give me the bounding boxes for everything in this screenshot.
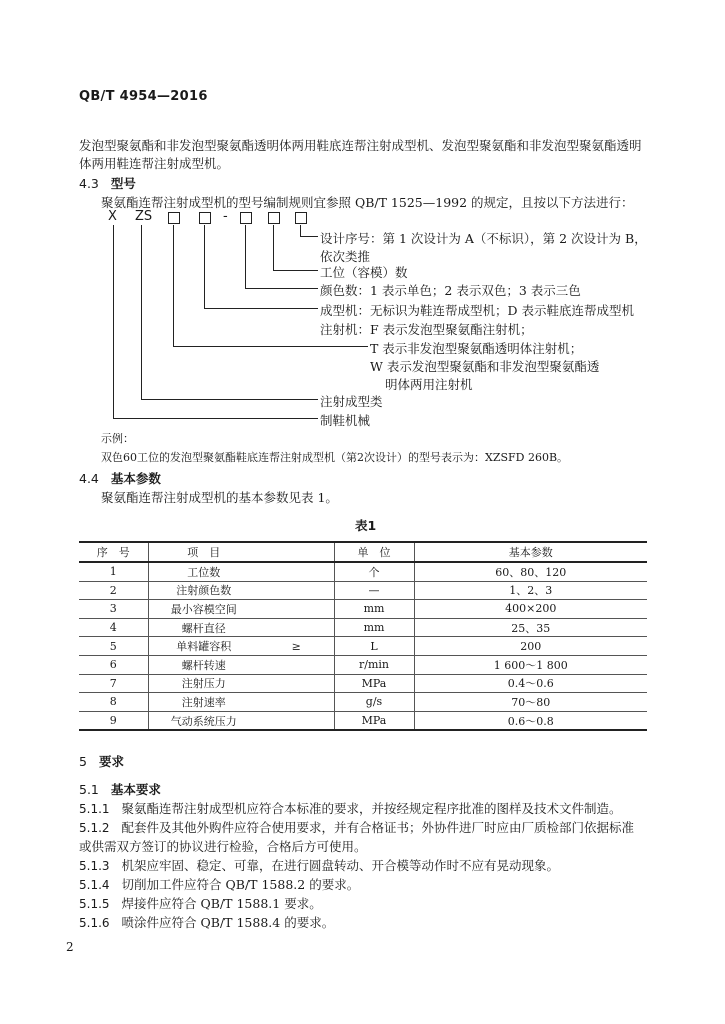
standard-code: QB/T 4954—2016	[79, 89, 208, 104]
cell-no: 6	[79, 655, 148, 674]
req-5-1-5	[79, 894, 322, 912]
section-number: 5	[79, 754, 87, 769]
cell-unit: —	[334, 581, 414, 600]
cell-unit: g/s	[334, 693, 414, 712]
cell-op	[259, 674, 334, 693]
req-5-1-4	[79, 875, 359, 893]
cell-unit: 个	[334, 562, 414, 581]
legend-design-serial-cont: 依次类推	[320, 249, 371, 264]
col-header-op	[259, 542, 334, 562]
col-header-item: 项 目	[148, 542, 259, 562]
model-char-zs: ZS	[135, 209, 153, 224]
cell-value: 60、80、120	[414, 562, 647, 581]
cell-no: 7	[79, 674, 148, 693]
legend-stations: 工位（容模）数	[320, 265, 408, 280]
table-row	[79, 693, 647, 712]
section-title: 型号	[110, 176, 136, 191]
section-title: 要求	[98, 754, 124, 769]
table-row	[79, 655, 647, 674]
section-5-1-heading	[79, 780, 161, 798]
legend-injector-w: W 表示发泡型聚氨酯和非发泡型聚氨酯透	[370, 359, 600, 374]
model-box-machine	[199, 212, 211, 224]
req-number: 5.1.4	[79, 878, 110, 892]
cell-no: 4	[79, 618, 148, 637]
intro-line-2: 体两用鞋连帮注射成型机。	[79, 156, 230, 171]
col-header-value: 基本参数	[414, 542, 647, 562]
legend-shoe-machinery: 制鞋机械	[320, 413, 371, 428]
col-header-no: 序 号	[79, 542, 148, 562]
model-rule-text: 聚氨酯连帮注射成型机的型号编制规则宜参照 QB/T 1525—1992 的规定，且按以下方法进行：	[101, 195, 634, 210]
cell-no: 5	[79, 637, 148, 656]
req-text: 喷涂件应符合 QB/T 1588.4 的要求。	[121, 915, 335, 930]
cell-no: 3	[79, 600, 148, 619]
req-text: 配套件及其他外购件应符合使用要求，并有合格证书；外协件进厂时应由厂质检部门依据标准	[121, 820, 635, 835]
cell-op	[259, 655, 334, 674]
cell-no: 2	[79, 581, 148, 600]
table-caption: 表1	[355, 518, 377, 533]
cell-op	[259, 693, 334, 712]
table-header-row	[79, 542, 647, 562]
req-text: 切削加工件应符合 QB/T 1588.2 的要求。	[121, 877, 360, 892]
section-number: 4.4	[79, 471, 99, 486]
table-row	[79, 711, 647, 730]
legend-injector-t: T 表示非发泡型聚氨酯透明体注射机；	[370, 341, 583, 356]
page-number: 2	[66, 940, 74, 954]
cell-no: 8	[79, 693, 148, 712]
cell-item: 螺杆直径	[148, 618, 259, 637]
params-text: 聚氨酯连帮注射成型机的基本参数见表 1。	[101, 490, 338, 505]
table-row	[79, 562, 647, 581]
legend-injection-type: 注射成型类	[320, 394, 383, 409]
req-5-1-2	[79, 818, 634, 836]
section-title: 基本参数	[110, 471, 161, 486]
cell-unit: MPa	[334, 674, 414, 693]
section-4-4-heading	[79, 469, 161, 487]
cell-item: 注射压力	[148, 674, 259, 693]
legend-colors: 颜色数：1 表示单色；2 表示双色；3 表示三色	[320, 283, 581, 298]
cell-unit: L	[334, 637, 414, 656]
section-4-3-heading	[79, 174, 136, 192]
cell-value: 400×200	[414, 600, 647, 619]
req-number: 5.1.6	[79, 916, 110, 930]
cell-item: 气动系统压力	[148, 711, 259, 730]
cell-value: 70～80	[414, 693, 647, 712]
legend-injector-w-cont: 明体两用注射机	[385, 377, 473, 392]
cell-value: 1 600～1 800	[414, 655, 647, 674]
basic-params-table	[79, 541, 647, 731]
table-row	[79, 581, 647, 600]
req-text: 聚氨酯连帮注射成型机应符合本标准的要求，并按经规定程序批准的图样及技术文件制造。	[121, 801, 622, 816]
cell-op	[259, 562, 334, 581]
model-box-colors	[240, 212, 252, 224]
req-number: 5.1.5	[79, 897, 110, 911]
intro-line-1: 发泡型聚氨酯和非发泡型聚氨酯透明体两用鞋底连帮注射成型机、发泡型聚氨酯和非发泡型聚氨酯透明	[79, 138, 642, 153]
table-row	[79, 618, 647, 637]
req-5-1-2-cont: 或供需双方签订的协议进行检验，合格后方可使用。	[79, 839, 367, 854]
cell-item: 单料罐容积	[148, 637, 259, 656]
cell-unit: mm	[334, 600, 414, 619]
section-number: 5.1	[79, 782, 99, 797]
cell-no: 1	[79, 562, 148, 581]
model-box-stations	[268, 212, 280, 224]
example-text: 双色60工位的发泡型聚氨酯鞋底连帮注射成型机（第2次设计）的型号表示为：XZSFD 260B。	[101, 451, 569, 464]
req-text: 机架应牢固、稳定、可靠，在进行圆盘转动、开合模等动作时不应有晃动现象。	[121, 858, 560, 873]
cell-unit: MPa	[334, 711, 414, 730]
cell-item: 工位数	[148, 562, 259, 581]
cell-no: 9	[79, 711, 148, 730]
cell-op	[259, 581, 334, 600]
cell-value: 0.4～0.6	[414, 674, 647, 693]
col-header-unit: 单 位	[334, 542, 414, 562]
section-5-heading	[79, 752, 124, 770]
cell-op	[259, 618, 334, 637]
section-title: 基本要求	[110, 782, 161, 797]
cell-item: 螺杆转速	[148, 655, 259, 674]
model-char-x: X	[108, 209, 117, 224]
req-number: 5.1.3	[79, 859, 110, 873]
model-box-design	[295, 212, 307, 224]
cell-value: 25、35	[414, 618, 647, 637]
example-label: 示例：	[101, 432, 134, 445]
req-5-1-6	[79, 913, 334, 931]
section-number: 4.3	[79, 176, 99, 191]
legend-machine: 成型机：无标识为鞋连帮成型机；D 表示鞋底连帮成型机	[320, 303, 634, 318]
cell-unit: mm	[334, 618, 414, 637]
cell-op	[259, 711, 334, 730]
req-number: 5.1.2	[79, 821, 110, 835]
model-dash: -	[223, 209, 228, 224]
cell-op: ≥	[259, 637, 334, 656]
cell-value: 0.6～0.8	[414, 711, 647, 730]
table-row	[79, 600, 647, 619]
req-number: 5.1.1	[79, 802, 110, 816]
cell-value: 1、2、3	[414, 581, 647, 600]
cell-value: 200	[414, 637, 647, 656]
cell-item: 注射速率	[148, 693, 259, 712]
req-5-1-1	[79, 799, 622, 817]
table-row	[79, 674, 647, 693]
req-5-1-3	[79, 856, 559, 874]
legend-injector-f: 注射机：F 表示发泡型聚氨酯注射机；	[320, 322, 533, 337]
cell-item: 最小容模空间	[148, 600, 259, 619]
req-text: 焊接件应符合 QB/T 1588.1 要求。	[121, 896, 322, 911]
cell-unit: r/min	[334, 655, 414, 674]
legend-design-serial: 设计序号：第 1 次设计为 A（不标识），第 2 次设计为 B，	[320, 231, 647, 246]
table-row	[79, 637, 647, 656]
cell-item: 注射颜色数	[148, 581, 259, 600]
cell-op	[259, 600, 334, 619]
model-box-injector	[168, 212, 180, 224]
